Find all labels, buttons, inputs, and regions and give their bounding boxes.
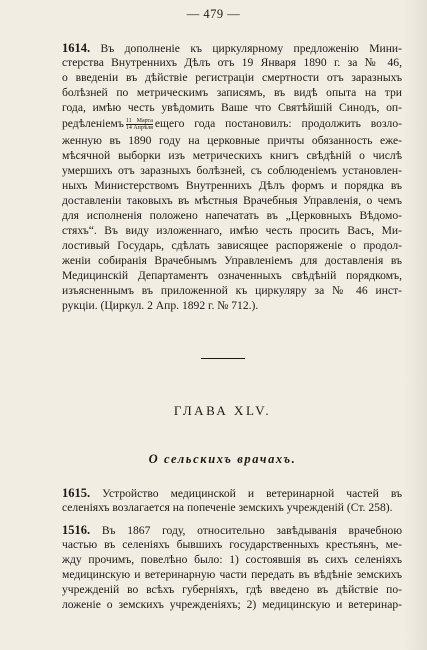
para-1614-line-2: стерства Внутреннихъ Дѣлъ отъ 19 Января 1890 г. за № 46, <box>62 56 402 69</box>
para-1516-line-1: 1516. Въ 1867 году, относительно завѣдыванія врачебною <box>62 523 402 537</box>
para-1614-line-8: мѣсячной выборки изъ метрическихъ книгъ свѣдѣній о числѣ <box>62 149 402 162</box>
para-1516-line-4: медицинскую и ветеринарную части передать въ вѣдѣніе земскихъ <box>62 568 402 581</box>
para-1516-line-3: жду прочимъ, повелѣно было: 1) состоявшія въ сихъ селеніяхъ <box>62 553 402 566</box>
chapter-heading: ГЛАВА XLV. <box>173 403 272 418</box>
para-1614-line-6: редѣленіемъ $\frac{\text{11 Марта}}{\text{14 Апрѣля}}$ ещего года постановилъ: продолжить возло- <box>62 117 402 131</box>
page-number: — 479 — <box>186 7 241 21</box>
para-1614-line-17: изъясненнымъ въ приложенной къ циркуляру за № 46 инст- <box>62 284 402 297</box>
section-divider <box>201 358 245 359</box>
para-1614-line-18: рукціи. (Циркул. 2 Апр. 1892 г. № 712.). <box>62 299 259 312</box>
para-1614-line-9: умершихъ отъ заразныхъ болѣзней, съ соблюденіемъ установлен- <box>62 164 402 177</box>
para-1614-line-13: стяхъ“. Въ виду изложеннаго, имѣю честь просить Васъ, Ми- <box>62 224 402 237</box>
para-1614-line-16: Медицинскій Департаментъ означенныхъ свѣдѣній порядкомъ, <box>62 269 402 282</box>
date-fraction: $\frac{\text{11 Марта}}{\text{14 Апрѣля}}$ <box>125 117 153 131</box>
para-1614-line-10: ныхъ Министерствомъ Внутреннихъ Дѣлъ формъ и порядка въ <box>62 179 402 192</box>
para-1614-line-4: болѣзней по метрическимъ записямъ, въ видѣ опыта на три <box>62 86 402 99</box>
chapter-subtitle: О сельскихъ врачахъ. <box>148 452 297 466</box>
para-1615-line-1: 1615. Устройство медицинской и ветеринарной частей въ <box>62 486 402 500</box>
para-1516-line-6: ложеніе о земскихъ учрежденіяхъ; 2) медицинскую и ветеринар- <box>62 598 402 611</box>
para-1615-line-2: селеніяхъ возлагается на попеченіе земскихъ учрежденій (Ст. 258). <box>62 501 393 514</box>
para-1614-line-5: года, имѣю честь увѣдомить Ваше что Святѣйшій Синодъ, оп- <box>62 101 402 114</box>
para-1614-line-11: доставленіи таковыхъ въ мѣстныя Врачебныя Управленія, о чемъ <box>62 194 402 207</box>
para-1614-line-7: женную въ 1890 году на церковные причты обязанность еже- <box>62 134 402 147</box>
para-1614-line-3: о введеніи въ дѣйствіе регистраціи смертности отъ заразныхъ <box>62 71 402 84</box>
para-1516-line-2: частью въ селеніяхъ бывшихъ государственныхъ крестьянъ, ме- <box>62 538 402 551</box>
para-1614-line-1: 1614. Въ дополненіе къ циркулярному предложенію Мини- <box>62 41 402 55</box>
para-1615-number: 1615. <box>62 486 91 500</box>
page-edge-shadow <box>404 0 427 650</box>
para-1516-line-5: учрежденій во всѣхъ губерніяхъ, гдѣ введено въ дѣйствіе по- <box>62 583 402 596</box>
para-1614-line-15: женіи собиранія Врачебнымъ Управленіемъ для доставленія въ <box>62 254 402 267</box>
para-1516-number: 1516. <box>62 523 91 537</box>
para-1614-line-12: для исполненія положено напечатать въ „Церковныхъ Вѣдомо- <box>62 209 402 222</box>
para-1614-line-14: лостивый Государь, сдѣлать зависящее распоряженіе о продол- <box>62 239 402 252</box>
para-1614-number: 1614. <box>62 41 91 55</box>
